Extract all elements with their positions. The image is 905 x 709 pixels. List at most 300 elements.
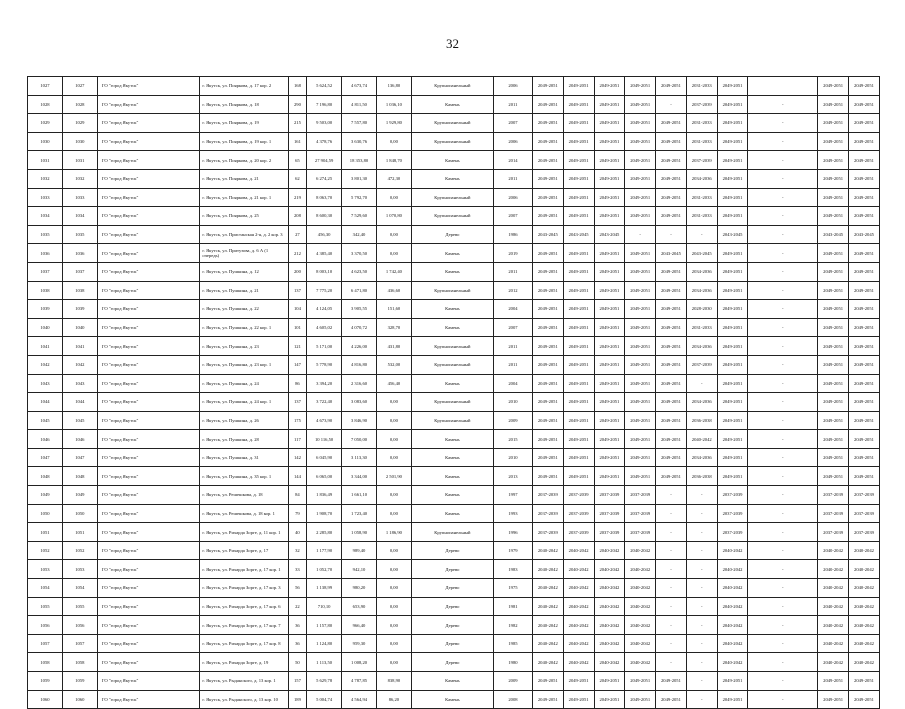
cell-residents: 62 [288,169,306,188]
cell-sewer-repair: 2049-2051 [656,300,687,319]
cell-sewer-repair: 2049-2051 [656,374,687,393]
cell-house-number: 1032 [62,169,97,188]
cell-residents: 208 [288,207,306,226]
cell-basement-repair: 2049-2051 [848,169,879,188]
cell-living-area: 989,40 [342,541,377,560]
cell-wall-material: Камень [411,169,493,188]
table-row [28,225,880,244]
cell-elevator-repair: 2037-2039 [686,95,717,114]
cell-gas-repair: - [748,672,818,691]
cell-roof-repair: 2049-2051 [532,114,563,133]
cell-electric-repair: 2049-2051 [717,467,748,486]
cell-house-number: 1043 [62,374,97,393]
cell-row-number: 1052 [28,541,63,560]
cell-foundation-repair: 2049-2051 [818,132,849,151]
cell-address: г. Якутск, ул. Пушкина, д. 23 [200,337,288,356]
table-row [28,523,880,542]
cell-row-number: 1037 [28,262,63,281]
cell-total-area: 6 274,25 [307,169,342,188]
cell-non-living-area: 431,80 [376,337,411,356]
cell-gas-repair: - [748,225,818,244]
cell-row-number: 1040 [28,318,63,337]
cell-house-number: 1042 [62,355,97,374]
cell-non-living-area: 1 848,70 [376,151,411,170]
cell-municipality: ГО "город Якутск" [97,653,200,672]
cell-address: г. Якутск, ул. Рихарда Зорге, д. 17 кор. 3 [200,579,288,598]
cell-total-area: 5 004,74 [307,690,342,709]
cell-non-living-area: 0,00 [376,188,411,207]
cell-facade-repair: 2040-2042 [563,616,594,635]
cell-roof-repair: 2040-2042 [532,560,563,579]
cell-house-number: 1029 [62,114,97,133]
cell-total-area: 456,30 [307,225,342,244]
cell-water-repair: 2049-2051 [625,151,656,170]
cell-build-year: 2007 [493,207,532,226]
cell-total-area: 7 196,80 [307,95,342,114]
cell-elevator-repair: 2034-2036 [686,281,717,300]
cell-row-number: 1051 [28,523,63,542]
cell-address: г. Якутск, ул. Пояркова, д. 21 [200,169,288,188]
cell-build-year: 2007 [493,318,532,337]
cell-living-area: 6 471,80 [342,281,377,300]
cell-foundation-repair: 2040-2042 [818,653,849,672]
cell-row-number: 1047 [28,448,63,467]
cell-sewer-repair: 2049-2051 [656,188,687,207]
cell-gas-repair: - [748,262,818,281]
cell-house-number: 1059 [62,672,97,691]
cell-municipality: ГО "город Якутск" [97,541,200,560]
cell-water-repair: 2049-2051 [625,262,656,281]
cell-house-number: 1056 [62,616,97,635]
cell-water-repair: 2049-2051 [625,690,656,709]
cell-municipality: ГО "город Якутск" [97,448,200,467]
cell-facade-repair: 2037-2039 [563,504,594,523]
cell-facade-repair: 2049-2051 [563,114,594,133]
cell-row-number: 1057 [28,634,63,653]
cell-total-area: 8 003,10 [307,262,342,281]
cell-wall-material: Крупнопанельный [411,355,493,374]
cell-total-area: 1 138,99 [307,579,342,598]
cell-water-repair: 2049-2051 [625,281,656,300]
cell-water-repair: 2040-2042 [625,541,656,560]
cell-heating-repair: 2049-2051 [594,244,625,263]
cell-residents: 157 [288,672,306,691]
cell-water-repair: 2049-2051 [625,672,656,691]
cell-sewer-repair: 2043-2045 [656,244,687,263]
cell-build-year: 2012 [493,281,532,300]
cell-municipality: ГО "город Якутск" [97,504,200,523]
table-row [28,355,880,374]
cell-house-number: 1058 [62,653,97,672]
cell-house-number: 1031 [62,151,97,170]
cell-build-year: 2009 [493,672,532,691]
cell-living-area: 942,10 [342,560,377,579]
cell-elevator-repair: - [686,672,717,691]
cell-electric-repair: 2049-2051 [717,77,748,96]
cell-elevator-repair: - [686,597,717,616]
cell-residents: 219 [288,188,306,207]
cell-municipality: ГО "город Якутск" [97,318,200,337]
cell-total-area: 4 124,05 [307,300,342,319]
cell-non-living-area: 1 070,80 [376,207,411,226]
cell-wall-material: Камень [411,448,493,467]
cell-electric-repair: 2049-2051 [717,244,748,263]
cell-total-area: 1 113,50 [307,653,342,672]
cell-non-living-area: 436,60 [376,281,411,300]
cell-electric-repair: 2049-2051 [717,300,748,319]
cell-water-repair: 2049-2051 [625,114,656,133]
cell-basement-repair: 2049-2051 [848,114,879,133]
cell-heating-repair: 2049-2051 [594,337,625,356]
cell-electric-repair: 2049-2051 [717,281,748,300]
cell-sewer-repair: 2049-2051 [656,281,687,300]
cell-gas-repair: - [748,504,818,523]
cell-basement-repair: 2049-2051 [848,411,879,430]
cell-electric-repair: 2049-2051 [717,114,748,133]
cell-foundation-repair: 2049-2051 [818,318,849,337]
cell-roof-repair: 2049-2051 [532,77,563,96]
cell-gas-repair: - [748,300,818,319]
cell-row-number: 1033 [28,188,63,207]
cell-residents: 168 [288,77,306,96]
cell-row-number: 1028 [28,95,63,114]
cell-foundation-repair: 2040-2042 [818,634,849,653]
cell-water-repair: 2049-2051 [625,448,656,467]
cell-basement-repair: 2049-2051 [848,430,879,449]
cell-residents: 175 [288,411,306,430]
cell-sewer-repair: - [656,653,687,672]
cell-wall-material: Камень [411,374,493,393]
cell-foundation-repair: 2049-2051 [818,393,849,412]
cell-residents: 84 [288,486,306,505]
table-row [28,95,880,114]
cell-elevator-repair: - [686,541,717,560]
cell-sewer-repair: - [656,95,687,114]
cell-house-number: 1052 [62,541,97,560]
cell-facade-repair: 2049-2051 [563,300,594,319]
cell-roof-repair: 2049-2051 [532,374,563,393]
cell-sewer-repair: 2049-2051 [656,448,687,467]
cell-total-area: 1 124,80 [307,634,342,653]
cell-address: г. Якутск, ул. Пушкина, д. 24 [200,374,288,393]
cell-water-repair: 2049-2051 [625,374,656,393]
cell-address: г. Якутск, ул. Пояркова, д. 25 [200,207,288,226]
cell-roof-repair: 2040-2042 [532,597,563,616]
cell-wall-material: Камень [411,318,493,337]
cell-address: г. Якутск, ул. Решешкова, д. 18 [200,486,288,505]
cell-water-repair: 2049-2051 [625,77,656,96]
cell-living-area: 18 353,80 [342,151,377,170]
cell-sewer-repair: 2049-2051 [656,430,687,449]
cell-heating-repair: 2049-2051 [594,95,625,114]
cell-sewer-repair: - [656,523,687,542]
cell-build-year: 2013 [493,467,532,486]
cell-address: г. Якутск, ул. Рихарда Зорге, д. 11 кор. 1 [200,523,288,542]
cell-wall-material: Крупнопанельный [411,281,493,300]
cell-build-year: 2011 [493,355,532,374]
cell-basement-repair: 2049-2051 [848,374,879,393]
cell-elevator-repair: 2036-2038 [686,467,717,486]
cell-build-year: 1996 [493,523,532,542]
cell-sewer-repair: - [656,597,687,616]
cell-row-number: 1027 [28,77,63,96]
cell-municipality: ГО "город Якутск" [97,281,200,300]
table-row [28,151,880,170]
cell-build-year: 2010 [493,393,532,412]
cell-heating-repair: 2040-2042 [594,541,625,560]
cell-non-living-area: 0,00 [376,634,411,653]
cell-address: г. Якутск, ул. Рихарда Зорге, д. 17 кор. 6 [200,597,288,616]
cell-facade-repair: 2049-2051 [563,281,594,300]
cell-address: г. Якутск, ул. Рыданского, д. 13 кор. 10 [200,690,288,709]
cell-wall-material: Крупнопанельный [411,114,493,133]
cell-residents: 27 [288,225,306,244]
cell-water-repair: 2049-2051 [625,300,656,319]
cell-basement-repair: 2049-2051 [848,95,879,114]
cell-gas-repair: - [748,281,818,300]
cell-electric-repair: 2049-2051 [717,374,748,393]
cell-foundation-repair: 2037-2039 [818,486,849,505]
cell-build-year: 2009 [493,411,532,430]
cell-municipality: ГО "город Якутск" [97,560,200,579]
cell-house-number: 1039 [62,300,97,319]
cell-non-living-area: 328,70 [376,318,411,337]
cell-build-year: 1980 [493,653,532,672]
cell-house-number: 1036 [62,244,97,263]
cell-row-number: 1044 [28,393,63,412]
cell-living-area: 5 792,70 [342,188,377,207]
cell-non-living-area: 136,80 [376,77,411,96]
cell-build-year: 2014 [493,151,532,170]
cell-facade-repair: 2040-2042 [563,597,594,616]
cell-row-number: 1050 [28,504,63,523]
cell-foundation-repair: 2049-2051 [818,77,849,96]
cell-electric-repair: 2040-2042 [717,560,748,579]
cell-row-number: 1056 [28,616,63,635]
cell-elevator-repair: 2034-2036 [686,169,717,188]
cell-gas-repair: - [748,467,818,486]
cell-basement-repair: 2049-2051 [848,207,879,226]
table-row [28,672,880,691]
cell-residents: 79 [288,504,306,523]
cell-living-area: 7 050,00 [342,430,377,449]
cell-foundation-repair: 2049-2051 [818,374,849,393]
cell-living-area: 3 344,00 [342,467,377,486]
cell-house-number: 1047 [62,448,97,467]
cell-living-area: 3 846,90 [342,411,377,430]
cell-wall-material: Камень [411,504,493,523]
cell-sewer-repair: 2049-2051 [656,132,687,151]
cell-non-living-area: 0,00 [376,504,411,523]
cell-build-year: 2007 [493,114,532,133]
cell-address: г. Якутск, ул. Пушкина, д. 35 кор. 1 [200,467,288,486]
cell-basement-repair: 2043-2045 [848,225,879,244]
cell-water-repair: 2049-2051 [625,411,656,430]
cell-address: г. Якутск, ул. Пушкина, д. 23 кор. 1 [200,355,288,374]
cell-living-area: 1 058,90 [342,523,377,542]
cell-non-living-area: 838,90 [376,672,411,691]
table-row [28,541,880,560]
cell-heating-repair: 2040-2042 [594,616,625,635]
cell-heating-repair: 2049-2051 [594,151,625,170]
cell-gas-repair: - [748,393,818,412]
cell-elevator-repair: 2034-2036 [686,448,717,467]
cell-wall-material: Дерево [411,634,493,653]
cell-wall-material: Крупнопанельный [411,337,493,356]
cell-municipality: ГО "город Якутск" [97,597,200,616]
cell-roof-repair: 2049-2051 [532,318,563,337]
cell-residents: 104 [288,300,306,319]
cell-facade-repair: 2049-2051 [563,262,594,281]
cell-gas-repair: - [748,579,818,598]
cell-elevator-repair: 2036-2038 [686,411,717,430]
cell-heating-repair: 2037-2039 [594,523,625,542]
cell-municipality: ГО "город Якутск" [97,151,200,170]
cell-electric-repair: 2040-2042 [717,634,748,653]
cell-municipality: ГО "город Якутск" [97,132,200,151]
table-row [28,634,880,653]
cell-basement-repair: 2049-2051 [848,151,879,170]
cell-build-year: 1975 [493,579,532,598]
cell-address: г. Якутск, ул. Пояркова, д. 19 [200,114,288,133]
page-number: 32 [446,36,459,51]
cell-foundation-repair: 2049-2051 [818,207,849,226]
cell-address: г. Якутск, ул. Пояркова, д. 19 кор. 1 [200,132,288,151]
table-row [28,207,880,226]
cell-living-area: 966,40 [342,616,377,635]
cell-total-area: 5 778,90 [307,355,342,374]
cell-sewer-repair: 2049-2051 [656,411,687,430]
cell-sewer-repair: - [656,225,687,244]
cell-non-living-area: 0,00 [376,597,411,616]
cell-living-area: 1 008,20 [342,653,377,672]
cell-water-repair: 2049-2051 [625,393,656,412]
cell-municipality: ГО "город Якутск" [97,95,200,114]
cell-heating-repair: 2049-2051 [594,169,625,188]
table-row [28,169,880,188]
cell-wall-material: Камень [411,262,493,281]
cell-facade-repair: 2049-2051 [563,448,594,467]
table-row [28,132,880,151]
cell-gas-repair: - [748,132,818,151]
cell-non-living-area: 86,20 [376,690,411,709]
cell-gas-repair: - [748,337,818,356]
cell-facade-repair: 2040-2042 [563,634,594,653]
cell-gas-repair [748,77,818,96]
cell-electric-repair: 2049-2051 [717,355,748,374]
cell-electric-repair: 2040-2042 [717,653,748,672]
cell-heating-repair: 2049-2051 [594,281,625,300]
cell-elevator-repair: 2031-2033 [686,77,717,96]
cell-water-repair: 2040-2042 [625,560,656,579]
cell-house-number: 1046 [62,430,97,449]
cell-elevator-repair: - [686,374,717,393]
cell-build-year: 1997 [493,486,532,505]
cell-living-area: 959,30 [342,634,377,653]
cell-living-area: 653,90 [342,597,377,616]
cell-foundation-repair: 2049-2051 [818,430,849,449]
cell-sewer-repair: 2049-2051 [656,355,687,374]
cell-living-area: 4 070,72 [342,318,377,337]
cell-address: г. Якутск, ул. Пояркова, д. 18 [200,95,288,114]
cell-heating-repair: 2049-2051 [594,672,625,691]
cell-elevator-repair: - [686,579,717,598]
cell-water-repair: 2049-2051 [625,188,656,207]
cell-residents: 189 [288,690,306,709]
cell-facade-repair: 2049-2051 [563,411,594,430]
cell-residents: 200 [288,262,306,281]
cell-total-area: 5 624,52 [307,77,342,96]
cell-foundation-repair: 2049-2051 [818,411,849,430]
cell-water-repair: 2049-2051 [625,207,656,226]
cell-electric-repair: 2049-2051 [717,95,748,114]
cell-foundation-repair: 2049-2051 [818,355,849,374]
table-row [28,653,880,672]
cell-basement-repair: 2049-2051 [848,337,879,356]
cell-basement-repair: 2040-2042 [848,579,879,598]
cell-house-number: 1049 [62,486,97,505]
cell-basement-repair: 2049-2051 [848,281,879,300]
cell-build-year: 2004 [493,300,532,319]
cell-wall-material: Крупнопанельный [411,393,493,412]
cell-non-living-area: 0,00 [376,393,411,412]
cell-elevator-repair: 2031-2033 [686,207,717,226]
cell-roof-repair: 2049-2051 [532,300,563,319]
cell-roof-repair: 2049-2051 [532,337,563,356]
cell-water-repair: 2049-2051 [625,467,656,486]
table-row [28,244,880,263]
cell-house-number: 1034 [62,207,97,226]
cell-house-number: 1030 [62,132,97,151]
cell-heating-repair: 2049-2051 [594,132,625,151]
cell-roof-repair: 2049-2051 [532,467,563,486]
cell-living-area: 2 316,60 [342,374,377,393]
cell-living-area: 342,40 [342,225,377,244]
cell-roof-repair: 2049-2051 [532,188,563,207]
table-row [28,448,880,467]
cell-facade-repair: 2049-2051 [563,207,594,226]
cell-wall-material: Камень [411,430,493,449]
cell-sewer-repair: - [656,579,687,598]
cell-non-living-area: 0,00 [376,560,411,579]
cell-non-living-area: 1 742,40 [376,262,411,281]
cell-wall-material: Камень [411,690,493,709]
table-row [28,114,880,133]
cell-basement-repair: 2037-2039 [848,486,879,505]
cell-foundation-repair: 2049-2051 [818,448,849,467]
cell-house-number: 1027 [62,77,97,96]
table-row [28,411,880,430]
cell-facade-repair: 2037-2039 [563,523,594,542]
cell-basement-repair: 2049-2051 [848,467,879,486]
cell-basement-repair: 2049-2051 [848,355,879,374]
cell-living-area: 1 661,10 [342,486,377,505]
cell-basement-repair: 2049-2051 [848,318,879,337]
cell-electric-repair: 2037-2039 [717,486,748,505]
cell-house-number: 1054 [62,579,97,598]
cell-roof-repair: 2049-2051 [532,95,563,114]
cell-elevator-repair: 2031-2033 [686,188,717,207]
cell-elevator-repair: 2043-2045 [686,244,717,263]
table-row [28,504,880,523]
cell-water-repair: - [625,225,656,244]
cell-foundation-repair: 2040-2042 [818,616,849,635]
cell-wall-material: Камень [411,486,493,505]
cell-gas-repair: - [748,207,818,226]
cell-address: г. Якутск, ул. Притузова, д. 6 А (1 очередь) [200,244,288,263]
cell-sewer-repair: - [656,504,687,523]
cell-heating-repair: 2049-2051 [594,300,625,319]
